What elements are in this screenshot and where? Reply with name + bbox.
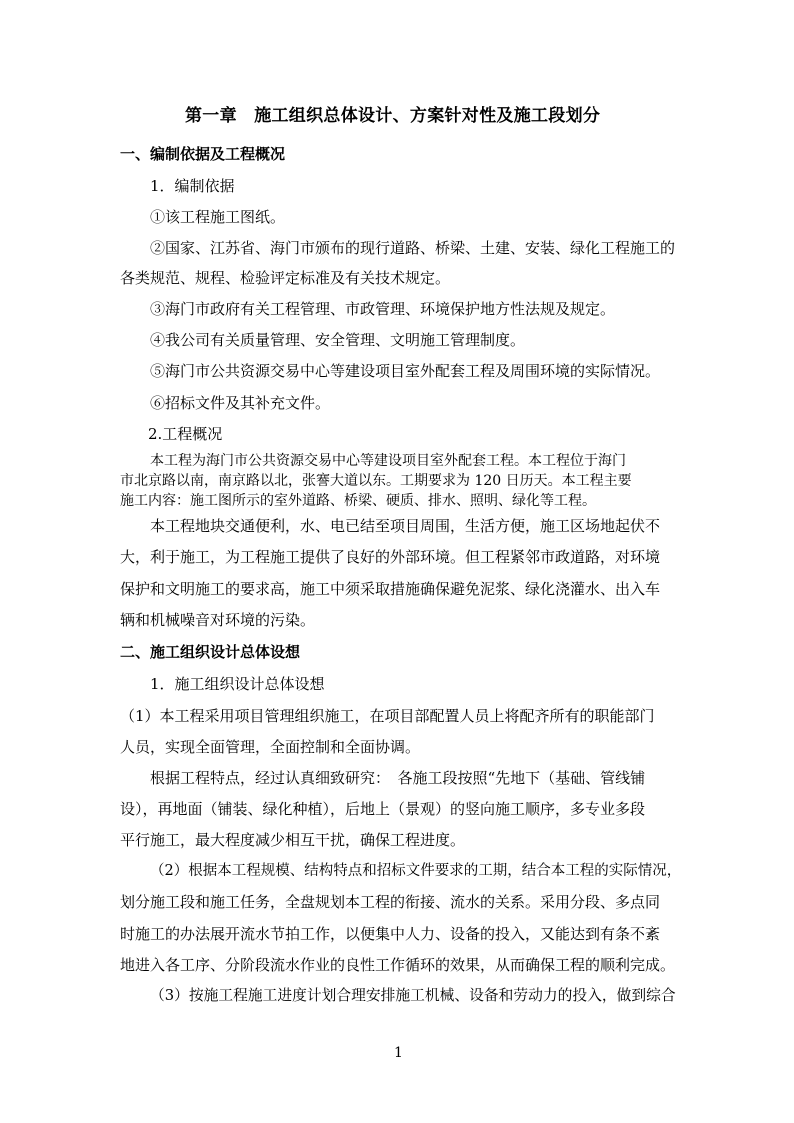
design-para-line-3: 平行施工，最大程度减少相互干扰，确保工程进度。 (120, 831, 466, 849)
design-item-2-line-3: 时施工的办法展开流水节拍工作，以便集中人力、设备的投入，又能达到有条不紊 (120, 925, 661, 943)
overview-para-2-line-4: 辆和机械噪音对环境的污染。 (120, 611, 316, 629)
design-item-2-line-2: 划分施工段和施工任务，全盘规划本工程的衔接、流水的关系。采用分段、多点同 (120, 893, 661, 911)
subsection-design: 1．施工组织设计总体设想 (150, 675, 325, 693)
design-para-line-2: 设），再地面（铺装、绿化种植），后地上（景观）的竖向施工顺序，多专业多段 (120, 800, 646, 818)
basis-item-3: ③海门市政府有关工程管理、市政管理、环境保护地方性法规及规定。 (150, 300, 616, 318)
overview-para-2-line-1: 本工程地块交通便利，水、电已结至项目周围，生活方便，施工区场地起伏不 (150, 517, 661, 535)
basis-item-6: ⑥招标文件及其补充文件。 (150, 394, 331, 412)
basis-item-2-line-1: ②国家、江苏省、海门市颁布的现行道路、桥梁、土建、安装、绿化工程施工的 (150, 239, 676, 257)
basis-item-4: ④我公司有关质量管理、安全管理、文明施工管理制度。 (150, 331, 526, 349)
overview-para-2-line-2: 大，利于施工，为工程施工提供了良好的外部环境。但工程紧邻市政道路，对环境 (120, 548, 661, 566)
design-item-3-line-1: （3）按施工程施工进度计划合理安排施工机械、设备和劳动力的投入，做到综合 (150, 987, 676, 1004)
subsection-overview: 2.工程概况 (148, 425, 223, 443)
chapter-title: 第一章 施工组织总体设计、方案针对性及施工段划分 (185, 106, 601, 126)
basis-item-1: ①该工程施工图纸。 (150, 208, 286, 226)
overview-para-1-line-2: 市北京路以南，南京路以北，张謇大道以东。工期要求为 120 日历天。本工程主要 (120, 473, 632, 489)
section-heading-2: 二、施工组织设计总体设想 (120, 643, 301, 661)
overview-para-1-line-3: 施工内容：施工图所示的室外道路、桥梁、硬质、排水、照明、绿化等工程。 (120, 493, 596, 509)
overview-para-2-line-3: 保护和文明施工的要求高，施工中须采取措施确保避免泥浆、绿化浇灌水、出入车 (120, 580, 661, 598)
design-item-1-line-1: （1）本工程采用项目管理组织施工，在项目部配置人员上将配齐所有的职能部门 (120, 707, 655, 725)
design-item-1-line-2: 人员，实现全面管理，全面控制和全面协调。 (120, 738, 421, 756)
design-para-line-1: 根据工程特点，经过认真细致研究： 各施工段按照“先地下（基础、管线铺 (150, 769, 646, 787)
design-item-2-line-4: 地进入各工序、分阶段流水作业的良性工作循环的效果，从而确保工程的顺利完成。 (120, 956, 676, 974)
basis-item-5: ⑤海门市公共资源交易中心等建设项目室外配套工程及周围环境的实际情况。 (150, 362, 661, 380)
section-heading-1: 一、编制依据及工程概况 (120, 145, 286, 163)
design-item-2-line-1: （2）根据本工程规模、结构特点和招标文件要求的工期，结合本工程的实际情况， (150, 863, 682, 879)
overview-para-1-line-1: 本工程为海门市公共资源交易中心等建设项目室外配套工程。本工程位于海门 (150, 453, 626, 469)
subsection-basis: 1．编制依据 (150, 177, 235, 195)
page-number: 1 (394, 1045, 403, 1061)
basis-item-2-line-2: 各类规范、规程、检验评定标准及有关技术规定。 (120, 269, 451, 287)
